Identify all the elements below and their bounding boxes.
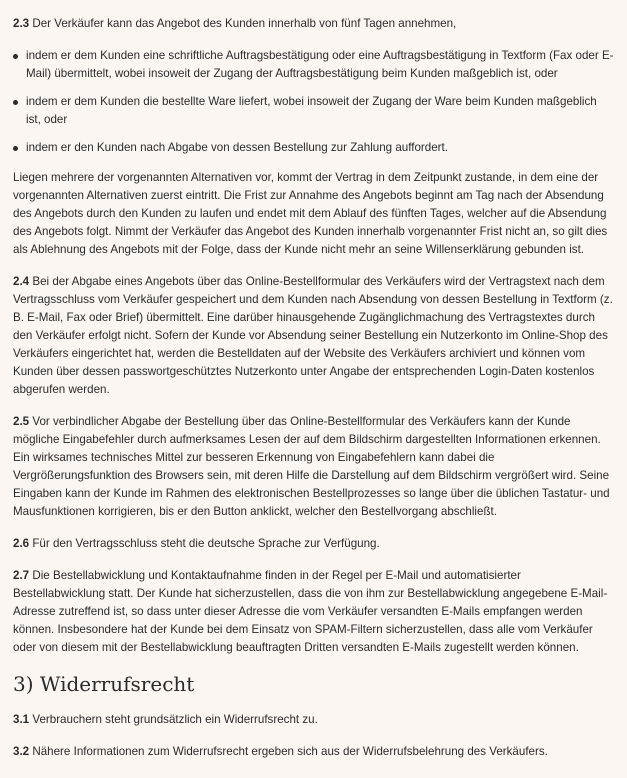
clause-2-5 <box>13 413 614 521</box>
clause-2-7 <box>13 567 614 657</box>
clause-text: Für den Vertragsschluss steht die deutsche Sprache zur Verfügung. <box>29 537 380 550</box>
clause-text: Vor verbindlicher Abgabe der Bestellung über das Online-Bestellformular des Verkäufers kann der Kunde mögliche Eingabefehler durch aufmerksames Lesen der auf dem Bildschirm dargestellten Informationen erkennen. Ein wirksames technisches Mittel zur besseren Erkennung von Eingabefehlern kann dabei die Vergrößerungsfunktion des Browsers sein, mit deren Hilfe die Darstellung auf dem Bildschirm vergrößert wird. Seine Eingaben kann der Kunde im Rahmen des elektronischen Bestellprozesses so lange über die üblichen Tastatur- und Mausfunktionen korrigieren, bis er den Button anklickt, welcher den Bestellvorgang abschließt. <box>13 415 610 518</box>
list-item: indem er den Kunden nach Abgabe von dessen Bestellung zur Zahlung auffordert. <box>13 139 614 157</box>
clause-2-6 <box>13 535 614 553</box>
section-heading-widerrufsrecht: 3) Widerrufsrecht <box>13 672 195 696</box>
clause-text: Bei der Abgabe eines Angebots über das Online-Bestellformular des Verkäufers wird der Vertragstext nach dem Vertragsschluss vom Verkäufer gespeichert und dem Kunden nach Absendung von dessen Bestellung in Textform (z. B. E-Mail, Fax oder Brief) übermittelt. Eine darüber hinausgehende Zugänglichmachung des Vertragstextes durch den Verkäufer erfolgt nicht. Sofern der Kunde vor Absendung seiner Bestellung ein Nutzerkonto im Online-Shop des Verkäufers eingerichtet hat, werden die Bestelldaten auf der Website des Verkäufers archiviert und können vom Kunden über dessen passwortgeschütztes Nutzerkonto unter Angabe der entsprechenden Login-Daten kostenlos abgerufen werden. <box>13 275 613 396</box>
acceptance-alternatives-list <box>13 47 614 157</box>
clause-number: 2.3 <box>13 17 30 30</box>
clause-text: Die Bestellabwicklung und Kontaktaufnahme finden in der Regel per E-Mail und automatisierter Bestellabwicklung statt. Der Kunde hat sicherzustellen, dass die von ihm zur Bestellabwicklung angegebene E-Mail-Adresse zutreffend ist, so dass unter dieser Adresse die vom Verkäufer versandten E-Mails empfangen werden können. Insbesondere hat der Kunde bei dem Einsatz von SPAM-Filtern sicherzustellen, dass alle vom Verkäufer oder von diesem mit der Bestellabwicklung beauftragten Dritten versandten E-Mails zugestellt werden können. <box>13 569 608 654</box>
clause-number: 2.7 <box>13 569 30 582</box>
clause-2-3-continuation: Liegen mehrere der vorgenannten Alternativen vor, kommt der Vertrag in dem Zeitpunkt zustande, in dem eine der vorgenannten Alternativen zuerst eintritt. Die Frist zur Annahme des Angebots beginnt am Tag nach der Absendung des Angebots durch den Kunden zu laufen und endet mit dem Ablauf des fünften Tages, welcher auf die Absendung des Angebots folgt. Nimmt der Verkäufer das Angebot des Kunden innerhalb vorgenannter Frist nicht an, so gilt dies als Ablehnung des Angebots mit der Folge, dass der Kunde nicht mehr an seine Willenserklärung gebunden ist. <box>13 171 608 256</box>
clause-number: 2.5 <box>13 415 30 428</box>
clause-text: Verbrauchern steht grundsätzlich ein Widerrufsrecht zu. <box>29 713 318 726</box>
clause-3-2 <box>13 743 614 761</box>
clause-number: 2.4 <box>13 275 30 288</box>
clause-text: Nähere Informationen zum Widerrufsrecht ergeben sich aus der Widerrufsbelehrung des Verkäufers. <box>29 745 548 758</box>
list-item: indem er dem Kunden eine schriftliche Auftragsbestätigung oder eine Auftragsbestätigung in Textform (Fax oder E-Mail) übermittelt, wobei insoweit der Zugang der Auftragsbestätigung beim Kunden maßgeblich ist, oder <box>13 47 614 83</box>
list-item: indem er dem Kunden die bestellte Ware liefert, wobei insoweit der Zugang der Ware beim Kunden maßgeblich ist, oder <box>13 93 614 129</box>
clause-3-1 <box>13 711 614 729</box>
clause-2-4 <box>13 273 614 399</box>
clause-text: Der Verkäufer kann das Angebot des Kunden innerhalb von fünf Tagen annehmen, <box>29 17 457 30</box>
clause-number: 3.1 <box>13 713 30 726</box>
clause-number: 2.6 <box>13 537 30 550</box>
clause-number: 3.2 <box>13 745 30 758</box>
clause-2-3 <box>13 15 614 33</box>
